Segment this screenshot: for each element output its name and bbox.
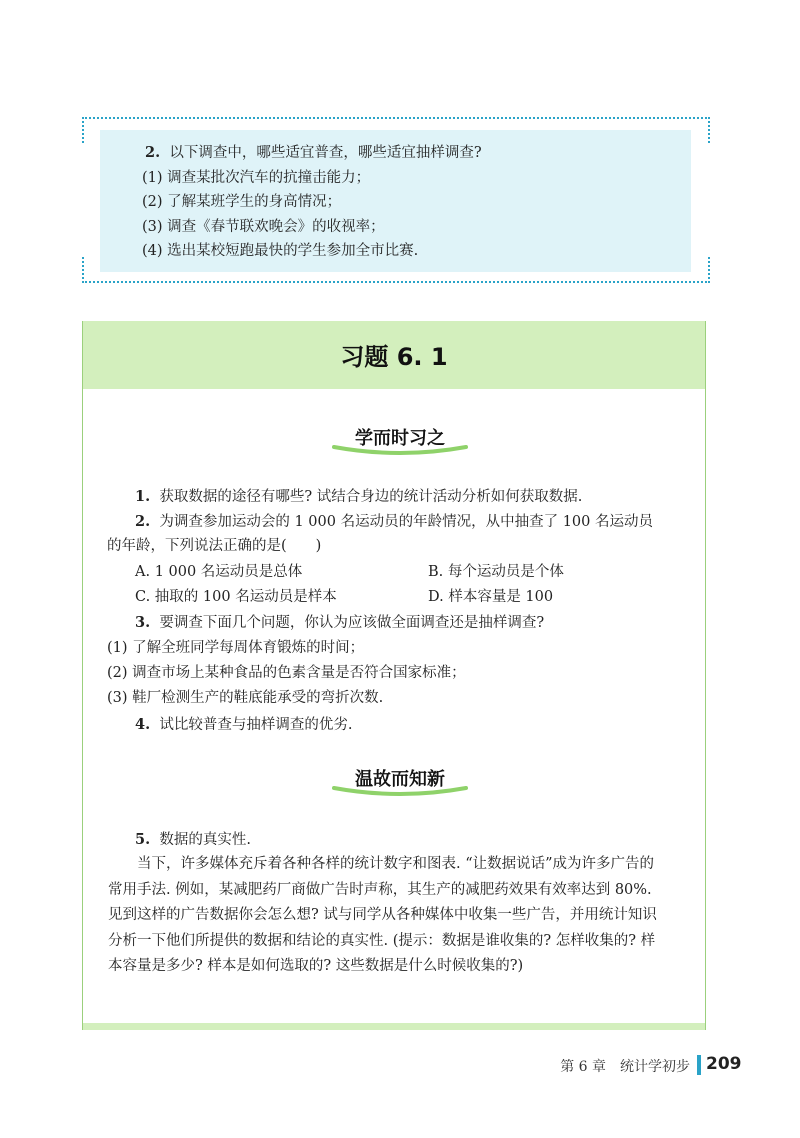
page-footer bbox=[0, 1054, 800, 1076]
exercise-line bbox=[142, 215, 482, 240]
question-2-continued: 的年龄，下列说法正确的是( ) bbox=[107, 538, 322, 554]
panel-header bbox=[83, 321, 705, 389]
question-text: 获取数据的途径有哪些? 试结合身边的统计活动分析如何获取数据. bbox=[159, 489, 583, 505]
question-5-paragraph bbox=[108, 852, 664, 980]
question-text: 试比较普查与抽样调查的优劣. bbox=[159, 717, 353, 733]
frame-dots bbox=[708, 257, 710, 283]
option-a: A. 1 000 名运动员是总体 bbox=[135, 564, 303, 580]
question-item: (3) 鞋厂检测生产的鞋底能承受的弯折次数. bbox=[107, 690, 384, 706]
option-d: D. 样本容量是 100 bbox=[428, 589, 554, 605]
question-item: (4) 选出某校短跑最快的学生参加全市比赛. bbox=[142, 243, 419, 259]
question-1 bbox=[135, 484, 582, 510]
question-item: (2) 调查市场上某种食品的色素含量是否符合国家标准； bbox=[107, 665, 466, 681]
exercise-box-text bbox=[142, 141, 482, 264]
footer-divider bbox=[697, 1055, 701, 1075]
panel-title: 习题 6. 1 bbox=[340, 343, 448, 371]
question-item: (3) 调查《春节联欢晚会》的收视率； bbox=[142, 218, 385, 235]
exercise-line bbox=[145, 141, 482, 166]
frame-dots bbox=[82, 117, 84, 143]
question-3 bbox=[135, 610, 544, 636]
exercise-line bbox=[142, 239, 482, 264]
question-number: 5. bbox=[135, 831, 151, 848]
question-number: 2. bbox=[135, 513, 151, 530]
question-text: 为调查参加运动会的 1 000 名运动员的年龄情况，从中抽查了 100 名运动员 bbox=[159, 514, 653, 530]
question-number: 1. bbox=[135, 488, 151, 505]
question-number: 4. bbox=[135, 716, 151, 733]
option-b: B. 每个运动员是个体 bbox=[428, 564, 564, 580]
section-underline bbox=[330, 784, 470, 798]
frame-dots bbox=[708, 117, 710, 143]
paragraph-text: 当下，许多媒体充斥着各种各样的统计数字和图表. “让数据说话”成为许多广告的常用手法. 例如，某减肥药厂商做广告时声称，其生产的减肥药效果有效率达到 80%. 见到这样的广告数据你会怎么想? 试与同学从各种媒体中收集一些广告，并用统计知识分析一下他们所提供的数据和结论的真实性. (提示：数据是谁收集的? 怎样收集的? 样本容量是多少? 样本是如何选取的? 这些数据是什么时候收集的?) bbox=[108, 856, 657, 974]
section-title-new-knowledge: 温故而知新 bbox=[355, 769, 445, 790]
question-item: (1) 调查某批次汽车的抗撞击能力； bbox=[142, 169, 371, 186]
section-underline bbox=[330, 443, 470, 457]
question-text: 数据的真实性. bbox=[159, 832, 251, 848]
question-number: 2. bbox=[145, 144, 161, 161]
question-text: 以下调查中，哪些适宜普查，哪些适宜抽样调查? bbox=[169, 145, 482, 161]
section-title-review: 学而时习之 bbox=[355, 428, 445, 449]
chapter-label: 第 6 章 统计学初步 bbox=[560, 1059, 690, 1075]
question-text: 要调查下面几个问题，你认为应该做全面调查还是抽样调查? bbox=[159, 615, 545, 631]
question-item: (2) 了解某班学生的身高情况； bbox=[142, 194, 342, 210]
panel-footer-bar bbox=[83, 1023, 705, 1030]
page-number: 209 bbox=[706, 1054, 742, 1074]
question-5 bbox=[135, 827, 251, 853]
question-2 bbox=[135, 509, 653, 535]
frame-dots bbox=[82, 257, 84, 283]
exercise-line bbox=[142, 190, 482, 215]
question-4 bbox=[135, 712, 352, 738]
option-c: C. 抽取的 100 名运动员是样本 bbox=[135, 589, 337, 605]
question-number: 3. bbox=[135, 614, 151, 631]
exercise-line bbox=[142, 166, 482, 191]
question-item: (1) 了解全班同学每周体育锻炼的时间； bbox=[107, 640, 365, 656]
